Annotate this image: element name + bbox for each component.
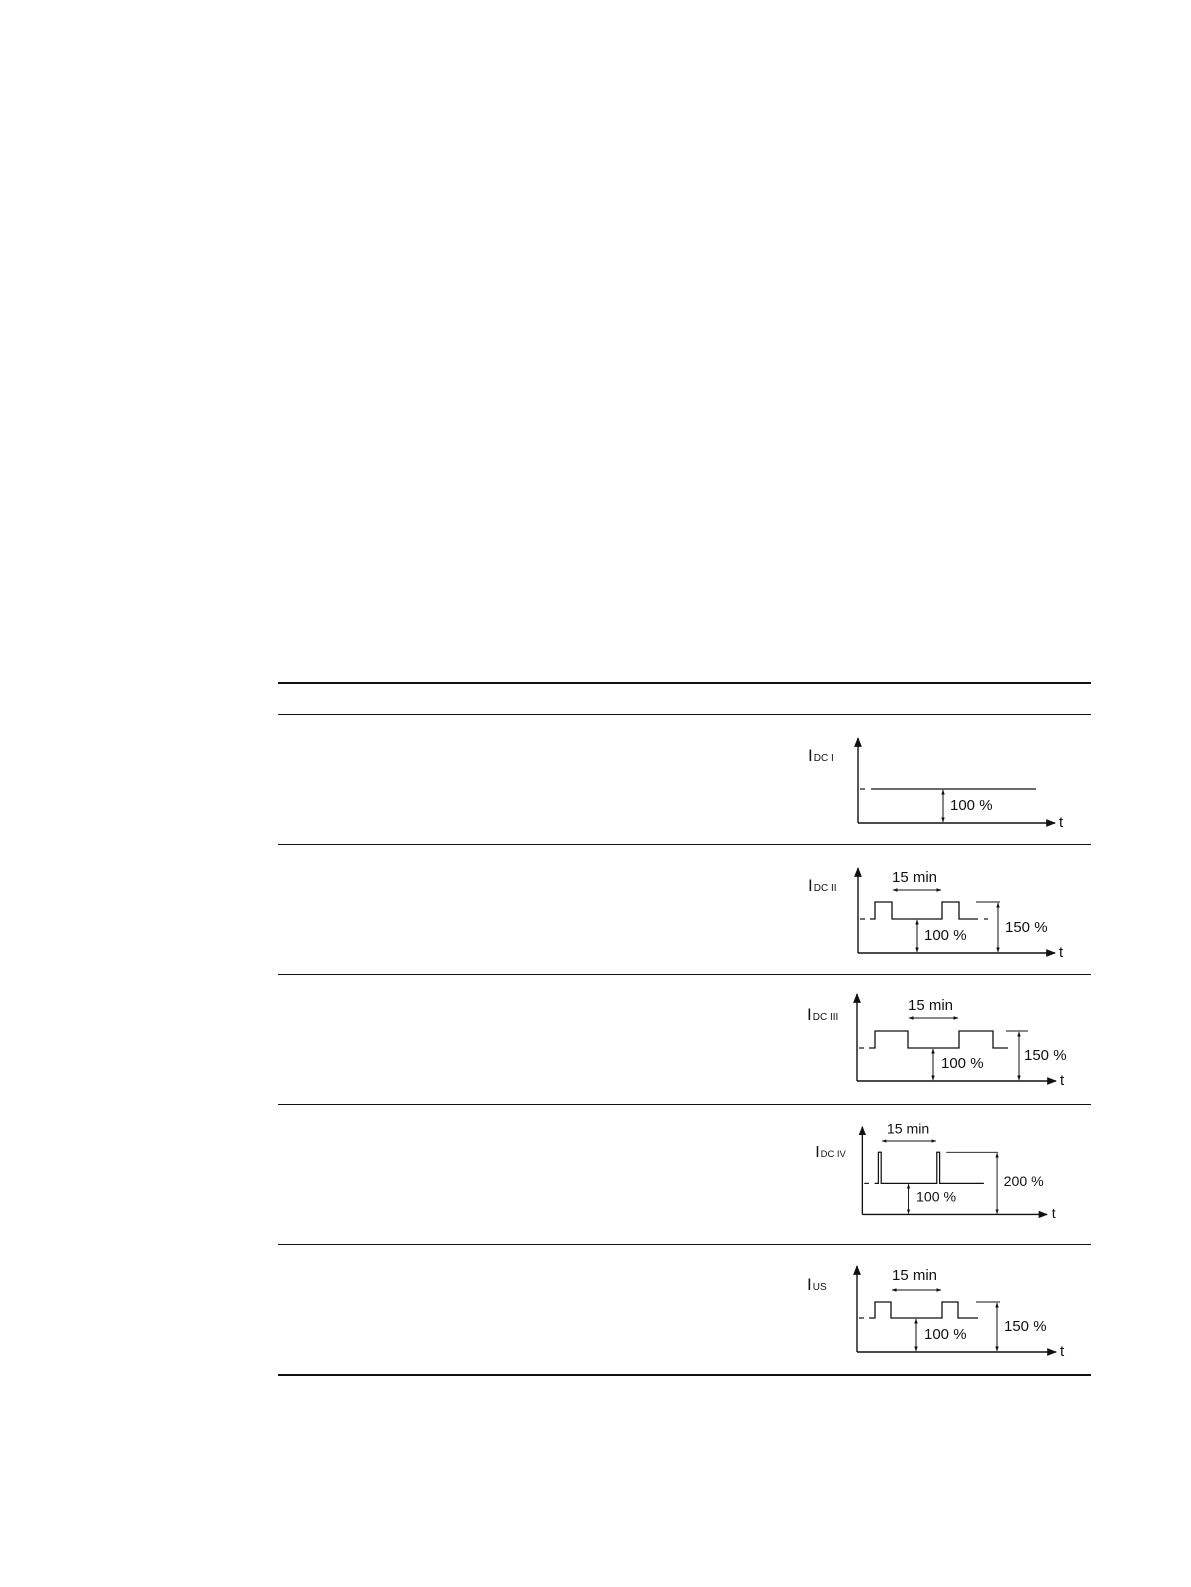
- peak-percent-label: 150 %: [1005, 919, 1048, 936]
- period-label: 15 min: [892, 1267, 938, 1284]
- duty-diagram-idc-ii: [808, 848, 1091, 978]
- current-waveform: [870, 902, 978, 919]
- current-waveform: [869, 1031, 1008, 1048]
- current-waveform: [869, 1302, 978, 1318]
- period-label: 15 min: [892, 869, 938, 886]
- table-row: [278, 1108, 1091, 1246]
- t-axis-label: t: [1051, 1205, 1056, 1222]
- current-symbol: IDC IV: [815, 1143, 846, 1161]
- peak-percent-label: 150 %: [1024, 1047, 1067, 1064]
- base-percent-label: 100 %: [941, 1055, 984, 1072]
- period-label: 15 min: [908, 997, 954, 1014]
- current-symbol: IDC II: [808, 876, 837, 895]
- table-top-rule: [278, 682, 1091, 684]
- table-header-rule: [278, 714, 1091, 715]
- base-percent-label: 100 %: [950, 797, 993, 814]
- duty-diagram-idc-iv: [808, 1108, 1091, 1238]
- duty-class-table: [278, 682, 1091, 1377]
- duty-diagram-idc-iii: [808, 978, 1091, 1108]
- base-percent-label: 100 %: [916, 1188, 957, 1205]
- t-axis-label: t: [1060, 1343, 1065, 1360]
- table-row: [278, 1248, 1091, 1376]
- peak-percent-label: 200 %: [1003, 1173, 1044, 1190]
- peak-percent-label: 150 %: [1004, 1318, 1047, 1335]
- current-symbol: IUS: [807, 1275, 827, 1294]
- base-percent-label: 100 %: [924, 927, 967, 944]
- current-waveform: [875, 1152, 984, 1183]
- t-axis-label: t: [1059, 814, 1064, 831]
- t-axis-label: t: [1059, 944, 1064, 961]
- duty-diagram-idc-i: [808, 718, 1091, 848]
- duty-diagram-ius: [808, 1248, 1091, 1378]
- current-symbol: IDC III: [807, 1005, 839, 1024]
- current-symbol: IDC I: [808, 746, 834, 765]
- period-label: 15 min: [886, 1120, 930, 1137]
- table-row: [278, 718, 1091, 846]
- t-axis-label: t: [1060, 1072, 1065, 1089]
- table-row: [278, 978, 1091, 1106]
- base-percent-label: 100 %: [924, 1326, 967, 1343]
- table-row: [278, 848, 1091, 976]
